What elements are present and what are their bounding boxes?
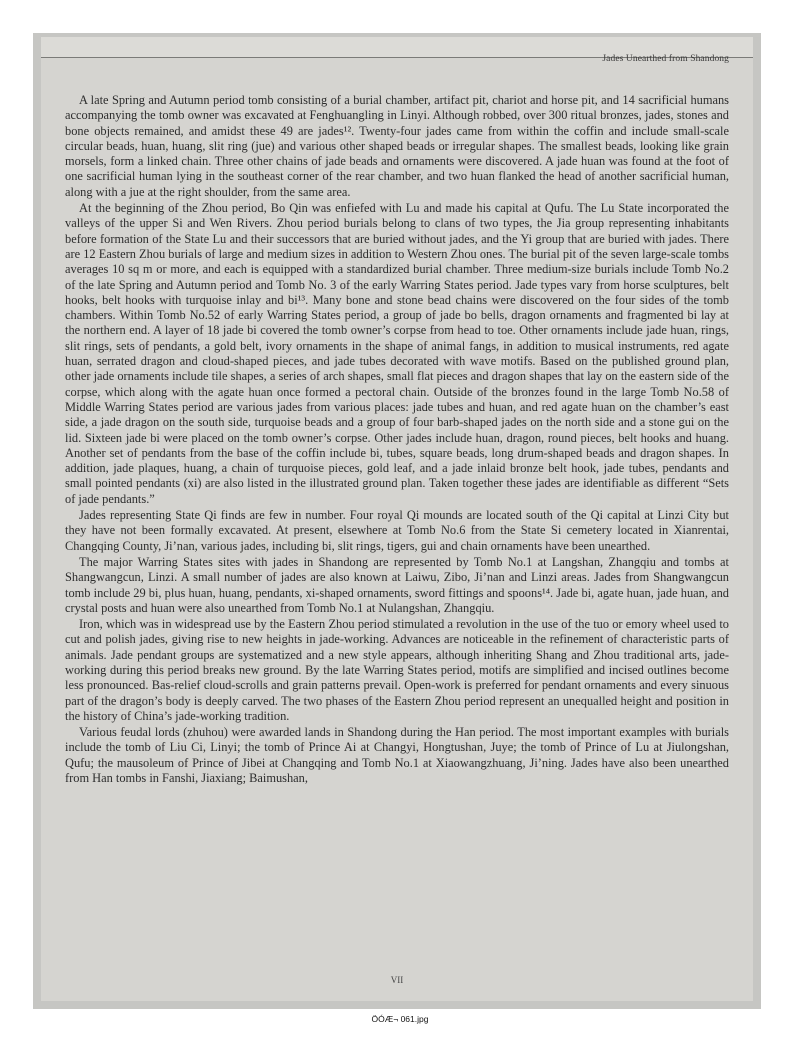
- body-text: [65, 93, 729, 786]
- paragraph: Various feudal lords (zhuhou) were awarded lands in Shandong during the Han period. The most important examples with burials include the tomb of Liu Ci, Linyi; the tomb of Prince Ai at Changyi, Hongtushan, Juye; the tomb of Prince of Lu at Jiulongshan, Qufu; the mausoleum of Prince of Jibei at Changqing and Tomb No.1 at Xiaowangzhuang, Ji’ning. Jades have also been unearthed from Han tombs in Fanshi, Jiaxiang; Baimushan,: [65, 725, 729, 786]
- paragraph: The major Warring States sites with jades in Shandong are represented by Tomb No.1 at Langshan, Zhangqiu and tombs at Shangwangcun, Linzi. A small number of jades are also known at Laiwu, Zibo, Ji’nan and Linzi areas. Jades from Shangwangcun tomb include 29 bi, plus huan, huang, pendants, xi-shaped ornaments, sword fittings and spoons¹⁴. Jade bi, agate huan, jade huan, and crystal posts and huan were also unearthed from Tomb No.1 at Nulangshan, Zhangqiu.: [65, 554, 729, 615]
- paragraph: Iron, which was in widespread use by the Eastern Zhou period stimulated a revolution in the use of the tuo or emory wheel used to cut and polish jades, giving rise to new heights in jade-working. Advances are noticeable in the refinement of characteristic parts of animals. Jade pendant groups are systematized and a new style appears, although inheriting Shang and Zhou traditional arts, jade-working during this period breaks new ground. By the late Warring States period, motifs are simplified and incised outlines become less pronounced. Bas-relief cloud-scrolls and grain patterns prevail. Open-work is preferred for pendant ornaments and every sinuous part of the dragon’s body is deeply carved. The two phases of the Eastern Zhou period represent an unequalled height and position in the history of China’s jade-working tradition.: [65, 617, 729, 723]
- paragraph: At the beginning of the Zhou period, Bo Qin was enfiefed with Lu and made his capital at Qufu. The Lu State incorporated the valleys of the upper Si and Wen Rivers. Zhou period burials belong to clans of two types, the Jia group representing inhabitants before formation of the State Lu and their successors that are buried without jades, and the Yi group that are buried with jades. There are 12 Eastern Zhou burials of large and medium sizes in addition to Western Zhou ones. The burial pit of the seven large-scale tombs averages 10 sq m or more, and each is equipped with a standardized burial chamber. Three medium-size burials include Tomb No.2 of the late Spring and Autumn period and Tomb No. 3 of the early Warring States period. Jade types vary from horse sculptures, belt hooks, belt hooks with turquoise inlay and bi¹³. Many bone and stone bead chains were discovered on the four sides of the tomb chambers. Within Tomb No.52 of early Warring States period, a group of jade bo bells, dragon ornaments and fragmented bi lay at the northern end. A layer of 18 jade bi covered the tomb owner’s corpse from head to toe. Other ornaments include jade huan, rings, slit rings, sets of pendants, a gold belt, ivory ornaments in the shape of animal fangs, in addition to musical instruments, red agate huan, serrated dragon and cloud-shaped pieces, and jade tubes decorated with wave motifs. Based on the published ground plan, other jade ornaments include tile shapes, a series of arch shapes, small flat pieces and dragon shapes that lay on the eastern side of the corpse, which along with the agate huan once formed a pectoral chain. Outside of the bronzes found in the large Tomb No.58 of Middle Warring States period are various jades from various places: jade tubes and huan, and red agate huan on the chamber’s east side, a jade dragon on the south side, turquoise beads and a group of four barb-shaped jades on the north side and a stone gui on the lid. Sixteen jade bi were placed on the tomb owner’s corpse. Other jades include huan, dragon, round pieces, belt hooks and huang. Another set of pendants from the base of the coffin include bi, tubes, square beads, long drum-shaped beads and dragon shapes. In addition, jade plaques, huang, a chain of turquoise pieces, gold leaf, and a jade inlaid bronze belt hook, jade tubes, pendants and small pointed pendants (xi) are also listed in the illustrated ground plan. Taken together these jades are identifiable as different “Sets of jade pendants.”: [65, 201, 729, 506]
- page-photograph: [33, 33, 761, 1009]
- running-head: Jades Unearthed from Shandong: [602, 54, 729, 64]
- paragraph: Jades representing State Qi finds are few in number. Four royal Qi mounds are located south of the Qi capital at Linzi City but they have not been formally excavated. At present, elsewhere at Tomb No.6 from the State Si cemetery located in Xianrentai, Changqing County, Ji’nan, various jades, including bi, slit rings, tigers, gui and chain ornaments have been unearthed.: [65, 508, 729, 553]
- book-page: [41, 37, 753, 1001]
- file-caption: ÖÓÆ¬ 061.jpg: [371, 1014, 429, 1024]
- page-number: VII: [390, 975, 404, 985]
- paragraph: A late Spring and Autumn period tomb consisting of a burial chamber, artifact pit, chariot and horse pit, and 14 sacrificial humans accompanying the tomb owner was excavated at Fenghuangling in Linyi. Although robbed, over 300 ritual bronzes, jades, stones and bone objects remained, and amidst these 49 are jades¹². Twenty-four jades came from within the coffin and include small-scale circular beads, huan, huang, slit ring (jue) and various other shaped beads or irregular shapes. The smallest beads, looking like grain morsels, form a linked chain. Three other chains of jade beads and ornaments were discovered. A jade huan was found at the foot of one sacrificial human lying in the southeast corner of the rear chamber, and two huan flanked the head of another sacrificial human, along with a jue at the right shoulder, from the same area.: [65, 93, 729, 199]
